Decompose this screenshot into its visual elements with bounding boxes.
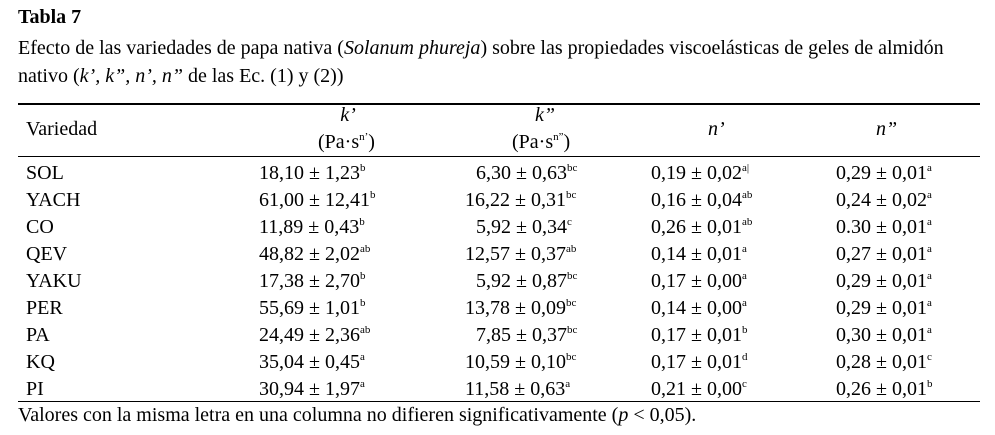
k2-value: 6,30 ± 0,63 <box>476 162 567 184</box>
k1-cell <box>259 160 365 187</box>
k2-cell <box>476 214 572 241</box>
n2-cell <box>836 268 932 295</box>
n2-value: 0,24 ± 0,02 <box>836 189 927 211</box>
variety-cell: PA <box>26 324 50 346</box>
n1-sig: a| <box>741 162 750 174</box>
n2-sig: c <box>926 351 932 363</box>
k2-sig: bc <box>565 351 577 363</box>
variety-cell: SOL <box>26 162 64 184</box>
header-k1-unit-exp: n’ <box>359 131 369 143</box>
k1-sig: b <box>359 297 366 309</box>
caption-params: k’, k”, n’, n” <box>79 65 183 87</box>
k2-cell <box>476 160 577 187</box>
variety-cell: KQ <box>26 351 55 373</box>
n2-cell <box>836 160 932 187</box>
n1-sig: a <box>741 243 747 255</box>
n2-sig: a <box>926 297 932 309</box>
k2-value: 13,78 ± 0,09 <box>465 297 566 319</box>
n2-sig: a <box>926 216 932 228</box>
n2-value: 0,26 ± 0,01 <box>836 378 927 400</box>
k2-sig: bc <box>566 162 578 174</box>
table-row <box>18 187 980 214</box>
n2-sig: a <box>926 243 932 255</box>
variety-cell: YAKU <box>26 270 82 292</box>
k1-value: 48,82 ± 2,02 <box>259 243 360 265</box>
k1-cell <box>259 376 365 403</box>
header-variety: Variedad <box>26 118 98 140</box>
k2-cell <box>465 295 576 322</box>
footnote-text-2: < 0,05). <box>628 404 697 426</box>
n1-value: 0,17 ± 0,00 <box>651 270 742 292</box>
n1-cell <box>651 214 752 241</box>
k2-cell <box>465 241 576 268</box>
k1-sig: ab <box>359 324 371 336</box>
k1-value: 55,69 ± 1,01 <box>259 297 360 319</box>
table-row <box>18 268 980 295</box>
n1-value: 0,21 ± 0,00 <box>651 378 742 400</box>
n1-value: 0,26 ± 0,01 <box>651 216 742 238</box>
k1-cell <box>259 268 365 295</box>
k1-value: 35,04 ± 0,45 <box>259 351 360 373</box>
variety-cell: PER <box>26 297 63 319</box>
header-n2 <box>876 118 897 140</box>
header-n2-symbol: n” <box>876 118 898 140</box>
n1-sig: b <box>741 324 748 336</box>
table-top-rule <box>18 103 980 105</box>
k2-cell <box>476 268 577 295</box>
n2-cell <box>836 349 932 376</box>
n2-value: 0,30 ± 0,01 <box>836 324 927 346</box>
k2-value: 5,92 ± 0,34 <box>476 216 567 238</box>
caption-text-3: de las Ec. (1) y (2)) <box>182 65 344 87</box>
table-row <box>18 214 980 241</box>
k2-value: 7,85 ± 0,37 <box>476 324 567 346</box>
k2-sig: bc <box>565 297 577 309</box>
header-k2-symbol: k” <box>535 104 555 126</box>
k2-value: 11,58 ± 0,63 <box>465 378 566 400</box>
caption-text-2: ) sobre las propiedades viscoelásticas de geles de almidón nativo ( <box>18 37 944 87</box>
n1-sig: d <box>741 351 748 363</box>
footnote-text-1: Valores con la misma letra en una columna no difieren significativamente ( <box>18 404 619 426</box>
k1-cell <box>259 322 370 349</box>
header-k1-unit-base: (Pa·s <box>318 131 360 153</box>
table-number: Tabla 7 <box>18 6 82 28</box>
table-header-rule <box>18 156 980 157</box>
table-row <box>18 349 980 376</box>
n2-value: 0,27 ± 0,01 <box>836 243 927 265</box>
k1-sig: ab <box>359 243 371 255</box>
n1-sig: ab <box>741 216 753 228</box>
n1-sig: a <box>741 297 747 309</box>
k1-sig: b <box>369 189 376 201</box>
n2-cell <box>836 187 932 214</box>
n1-cell <box>651 160 749 187</box>
table-row <box>18 241 980 268</box>
n2-value: 0.30 ± 0,01 <box>836 216 927 238</box>
header-k2-unit-close: ) <box>563 131 571 153</box>
k2-sig: bc <box>566 324 578 336</box>
k1-value: 61,00 ± 12,41 <box>259 189 370 211</box>
n2-value: 0,29 ± 0,01 <box>836 297 927 319</box>
caption-species: Solanum phureja <box>343 37 481 59</box>
table-row <box>18 295 980 322</box>
k1-sig: a <box>359 378 365 390</box>
k2-value: 12,57 ± 0,37 <box>465 243 566 265</box>
header-k2-unit-base: (Pa·s <box>512 131 554 153</box>
header-n1 <box>708 118 725 140</box>
n1-sig: a <box>741 270 747 282</box>
k1-sig: a <box>359 351 365 363</box>
k2-sig: c <box>566 216 572 228</box>
n1-cell <box>651 322 747 349</box>
header-k2-unit-exp: n” <box>553 131 564 143</box>
n2-sig: a <box>926 324 932 336</box>
n2-value: 0,29 ± 0,01 <box>836 162 927 184</box>
k2-cell <box>465 349 576 376</box>
k1-value: 17,38 ± 2,70 <box>259 270 360 292</box>
k1-value: 18,10 ± 1,23 <box>259 162 360 184</box>
header-k1-unit <box>318 131 375 153</box>
table-row <box>18 376 980 403</box>
n2-cell <box>836 322 932 349</box>
k2-cell <box>465 376 570 403</box>
n2-sig: a <box>926 189 932 201</box>
n2-value: 0,29 ± 0,01 <box>836 270 927 292</box>
variety-cell: CO <box>26 216 54 238</box>
k1-cell <box>259 187 375 214</box>
k1-value: 24,49 ± 2,36 <box>259 324 360 346</box>
n1-value: 0,14 ± 0,01 <box>651 243 742 265</box>
n2-sig: b <box>926 378 933 390</box>
n1-cell <box>651 295 747 322</box>
k2-sig: ab <box>565 243 577 255</box>
n1-cell <box>651 376 747 403</box>
caption-text-1: Efecto de las variedades de papa nativa ( <box>18 37 344 59</box>
k1-value: 11,89 ± 0,43 <box>259 216 360 238</box>
k1-cell <box>259 349 365 376</box>
k2-sig: bc <box>566 270 578 282</box>
variety-cell: YACH <box>26 189 81 211</box>
table-footnote <box>18 402 696 428</box>
footnote-p: p <box>618 404 629 426</box>
n2-sig: a <box>926 162 932 174</box>
k1-cell <box>259 241 370 268</box>
k2-sig: a <box>565 378 571 390</box>
n1-cell <box>651 187 752 214</box>
table-row <box>18 322 980 349</box>
table-caption <box>18 34 983 90</box>
n2-sig: a <box>926 270 932 282</box>
n1-cell <box>651 268 747 295</box>
header-k1 <box>318 104 378 126</box>
k1-cell <box>259 295 365 322</box>
n1-value: 0,17 ± 0,01 <box>651 324 742 346</box>
k2-value: 5,92 ± 0,87 <box>476 270 567 292</box>
header-k1-unit-close: ) <box>368 131 375 153</box>
n1-value: 0,17 ± 0,01 <box>651 351 742 373</box>
header-k1-symbol: k’ <box>340 104 356 126</box>
n2-value: 0,28 ± 0,01 <box>836 351 927 373</box>
k1-sig: b <box>359 162 366 174</box>
n2-cell <box>836 241 932 268</box>
k1-sig: b <box>359 216 365 228</box>
n2-cell <box>836 295 932 322</box>
k2-value: 16,22 ± 0,31 <box>465 189 566 211</box>
n1-value: 0,14 ± 0,00 <box>651 297 742 319</box>
k2-cell <box>465 187 576 214</box>
k1-cell <box>259 214 365 241</box>
table-row <box>18 160 980 187</box>
header-k2 <box>512 104 578 126</box>
n1-value: 0,16 ± 0,04 <box>651 189 742 211</box>
k1-value: 30,94 ± 1,97 <box>259 378 360 400</box>
n1-sig: ab <box>741 189 753 201</box>
variety-cell: PI <box>26 378 44 400</box>
k2-cell <box>476 322 577 349</box>
header-n1-symbol: n’ <box>708 118 725 140</box>
k2-value: 10,59 ± 0,10 <box>465 351 566 373</box>
n2-cell <box>836 376 932 403</box>
n2-cell <box>836 214 932 241</box>
k2-sig: bc <box>565 189 577 201</box>
k1-sig: b <box>359 270 366 282</box>
header-k2-unit <box>512 131 570 153</box>
n1-sig: c <box>741 378 747 390</box>
n1-value: 0,19 ± 0,02 <box>651 162 742 184</box>
n1-cell <box>651 349 747 376</box>
n1-cell <box>651 241 747 268</box>
variety-cell: QEV <box>26 243 68 265</box>
